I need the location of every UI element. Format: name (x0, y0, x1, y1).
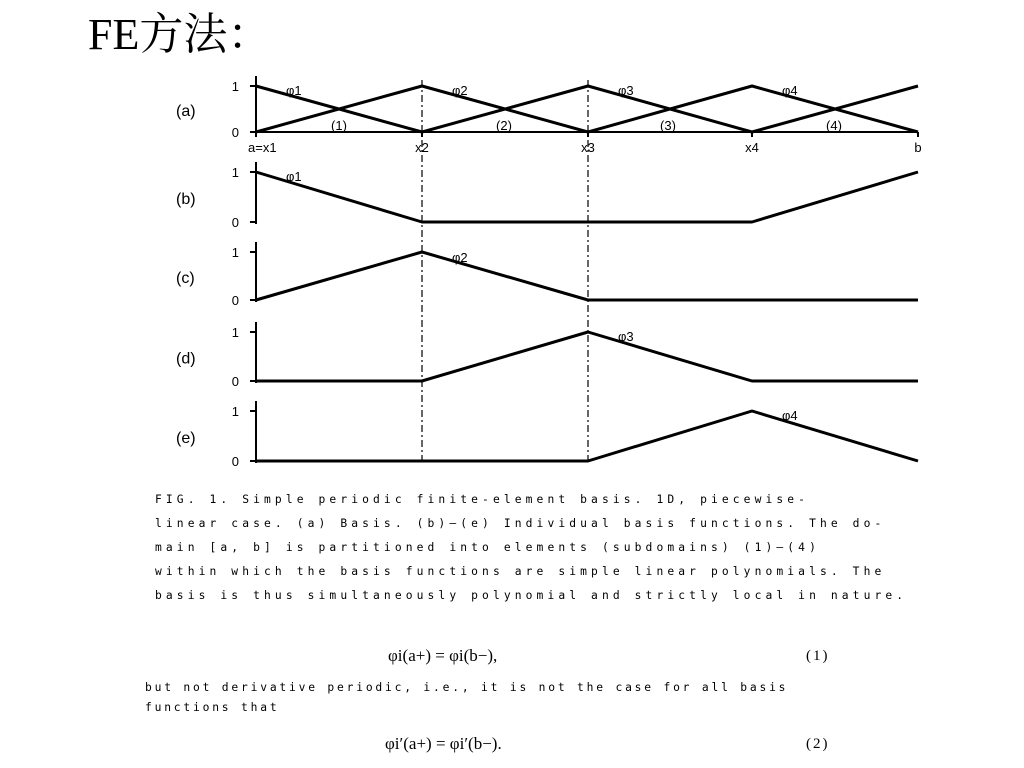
y-tick-label: 1 (231, 325, 239, 340)
element-label: (3) (660, 118, 676, 133)
panel-label: (c) (176, 270, 195, 287)
y-tick-label: 0 (231, 215, 239, 230)
panel-label: (a) (176, 103, 196, 120)
equation-2: φi′(a+) = φi′(b−). (385, 734, 502, 753)
body-paragraph (145, 678, 845, 718)
y-tick-label: 0 (231, 293, 239, 308)
figure-caption (155, 488, 945, 608)
y-tick-label: 1 (231, 165, 239, 180)
caption-line: basis is thus simultaneously polynomial and strictly local in nature. (155, 589, 908, 602)
figure-panels (176, 76, 922, 469)
function-label: φ2 (452, 250, 468, 265)
function-label: φ3 (618, 83, 634, 98)
function-label: φ4 (782, 83, 798, 98)
dash-dot-guides (422, 80, 588, 462)
element-label: (2) (496, 118, 512, 133)
body-line: functions that (145, 701, 280, 714)
caption-line: linear case. (a) Basis. (b)—(e) Individual basis functions. The do- (155, 517, 886, 530)
x-tick-label: a=x1 (248, 140, 277, 155)
phi4-curve (256, 411, 918, 461)
x-tick-label: b (914, 140, 922, 155)
x-tick-label: x4 (745, 140, 759, 155)
y-tick-label: 1 (231, 79, 239, 94)
function-label: φ1 (286, 169, 302, 184)
y-tick-label: 0 (231, 374, 239, 389)
function-label: φ2 (452, 83, 468, 98)
caption-line: within which the basis functions are simple linear polynomials. The (155, 565, 886, 578)
equation-1-number: (1) (806, 648, 830, 664)
panel-label: (d) (176, 350, 196, 368)
slide-title: FE方法： (88, 10, 272, 59)
function-label: φ1 (286, 83, 302, 98)
panel-label: (b) (176, 191, 196, 208)
phi3-curve (422, 86, 752, 132)
equation-2-number: (2) (806, 736, 830, 752)
function-label: φ3 (618, 329, 634, 344)
x-tick-label: x2 (415, 140, 429, 155)
function-label: φ4 (782, 408, 798, 423)
x-tick-label: x3 (581, 140, 595, 155)
caption-line: FIG. 1. Simple periodic finite-element basis. 1D, piecewise- (155, 493, 810, 506)
element-label: (1) (331, 118, 347, 133)
y-tick-label: 1 (231, 245, 239, 260)
y-tick-label: 0 (231, 125, 239, 140)
caption-line: main [a, b] is partitioned into elements (subdomains) (1)—(4) (155, 541, 820, 554)
panel-label: (e) (176, 430, 196, 447)
phi2-curve (256, 252, 918, 300)
body-line: but not derivative periodic, i.e., it is not the case for all basis (145, 681, 789, 694)
phi1-curve (256, 172, 918, 222)
phi4-curve (588, 86, 918, 132)
phi3-curve (256, 332, 918, 381)
y-tick-label: 1 (231, 404, 239, 419)
equation-1: φi(a+) = φi(b−), (388, 646, 498, 665)
y-tick-label: 0 (231, 454, 239, 469)
element-label: (4) (826, 118, 842, 133)
